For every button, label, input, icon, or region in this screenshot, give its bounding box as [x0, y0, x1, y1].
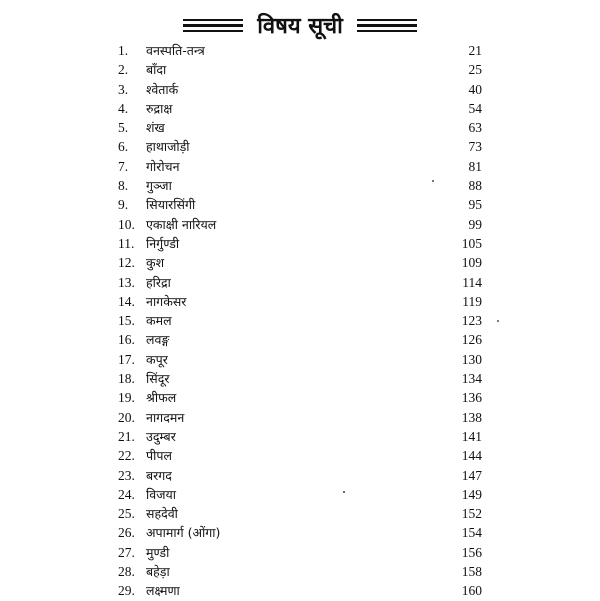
toc-entry-title: बहेड़ा	[146, 564, 170, 580]
toc-entry	[0, 137, 600, 156]
toc-entry-page: 88	[468, 178, 482, 194]
toc-entry	[0, 369, 600, 388]
toc-entry	[0, 80, 600, 99]
toc-entry-page: 123	[461, 313, 482, 329]
toc-entry-title: श्वेतार्क	[146, 81, 179, 97]
toc-entry-number: 11.	[118, 235, 135, 251]
toc-entry-title: सियारसिंगी	[146, 197, 196, 213]
toc-entry-title: पीपल	[146, 448, 172, 464]
toc-entry	[0, 292, 600, 311]
toc-entry-title: श्रीफल	[146, 390, 177, 406]
toc-entry-title: हरिद्रा	[146, 274, 171, 290]
toc-entry-page: 119	[462, 293, 482, 309]
toc-entry-title: शंख	[146, 120, 165, 136]
toc-entry-page: 105	[461, 235, 482, 251]
toc-entry-title: कुश	[146, 255, 165, 271]
toc-entry-number: 9.	[118, 197, 129, 213]
toc-entry-page: 160	[461, 583, 482, 599]
toc-entry-page: 147	[461, 467, 482, 483]
heading-rule-right	[357, 19, 417, 32]
toc-entry-page: 40	[468, 81, 482, 97]
toc-entry-number: 18.	[118, 371, 135, 387]
toc-entry-page: 141	[461, 428, 482, 444]
toc-entry-page: 130	[461, 351, 482, 367]
toc-entry-number: 10.	[118, 216, 135, 232]
toc-entry-title: बरगद	[146, 467, 172, 483]
print-speck	[343, 491, 345, 493]
toc-entry	[0, 234, 600, 253]
toc-entry-title: गोरोचन	[146, 158, 180, 174]
toc-entry-page: 99	[468, 216, 482, 232]
toc-entry	[0, 215, 600, 234]
toc-entry-title: अपामार्ग (ओंगा)	[146, 525, 221, 541]
toc-entry-title: मुण्डी	[146, 544, 170, 560]
toc-entry-page: 136	[461, 390, 482, 406]
print-speck	[497, 320, 499, 322]
toc-entry-page: 144	[461, 448, 482, 464]
toc-entry-number: 5.	[118, 120, 129, 136]
toc-entry-page: 25	[468, 62, 482, 78]
toc-entry-number: 13.	[118, 274, 135, 290]
toc-entry	[0, 176, 600, 195]
toc-entry-title: सिंदूर	[146, 371, 170, 387]
toc-entry	[0, 330, 600, 349]
toc-entry-page: 81	[468, 158, 482, 174]
toc-entry-title: लवङ्ग	[146, 332, 170, 348]
toc-entry-number: 19.	[118, 390, 135, 406]
toc-entry-title: रुद्राक्ष	[146, 100, 173, 116]
toc-entry	[0, 523, 600, 542]
toc-entry	[0, 466, 600, 485]
toc-entry-title: गुञ्जा	[146, 178, 172, 194]
toc-entry-title: कपूर	[146, 351, 168, 367]
toc-entry-page: 156	[461, 544, 482, 560]
toc-entry	[0, 388, 600, 407]
toc-entry-number: 3.	[118, 81, 129, 97]
toc-entry-title: सहदेवी	[146, 506, 178, 522]
toc-entry-page: 95	[468, 197, 482, 213]
toc-entry-page: 154	[461, 525, 482, 541]
toc-entry-number: 26.	[118, 525, 135, 541]
toc-entry-title: बाँदा	[146, 62, 167, 78]
toc-entry-page: 134	[461, 371, 482, 387]
toc-entry-number: 20.	[118, 409, 135, 425]
toc-entry-title: वनस्पति-तन्त्र	[146, 43, 205, 58]
toc-entry-number: 6.	[118, 139, 129, 155]
toc-entry-page: 109	[461, 255, 482, 271]
toc-entry	[0, 60, 600, 79]
toc-entry-title: लक्ष्मणा	[146, 583, 180, 599]
toc-entry-number: 25.	[118, 506, 135, 522]
toc-entry	[0, 253, 600, 272]
toc-entry-page: 158	[461, 564, 482, 580]
toc-entry-page: 152	[461, 506, 482, 522]
toc-entry	[0, 485, 600, 504]
toc-entry	[0, 543, 600, 562]
toc-list	[0, 41, 600, 601]
toc-entry	[0, 581, 600, 600]
toc-entry	[0, 118, 600, 137]
heading-rule-line	[183, 30, 243, 32]
toc-entry	[0, 427, 600, 446]
toc-entry-number: 7.	[118, 158, 129, 174]
toc-entry	[0, 99, 600, 118]
toc-entry	[0, 41, 600, 60]
heading-rule-line	[183, 19, 243, 21]
toc-entry-page: 149	[461, 486, 482, 502]
toc-entry	[0, 562, 600, 581]
toc-entry-number: 4.	[118, 100, 129, 116]
toc-entry-title: निर्गुण्डी	[146, 235, 180, 251]
toc-entry	[0, 311, 600, 330]
toc-entry-number: 21.	[118, 428, 135, 444]
toc-entry-title: एकाक्षी नारियल	[146, 216, 217, 232]
toc-entry-page: 73	[468, 139, 482, 155]
toc-entry-number: 17.	[118, 351, 135, 367]
toc-entry	[0, 350, 600, 369]
heading-rule-line	[357, 19, 417, 21]
toc-entry	[0, 273, 600, 292]
toc-entry-number: 27.	[118, 544, 135, 560]
toc-entry	[0, 157, 600, 176]
toc-entry	[0, 408, 600, 427]
heading-rule-line	[183, 24, 243, 27]
toc-entry-number: 28.	[118, 564, 135, 580]
page-title: विषय सूची	[257, 14, 343, 39]
toc-entry-number: 2.	[118, 62, 129, 78]
toc-entry-page: 63	[468, 120, 482, 136]
toc-entry-number: 14.	[118, 293, 135, 309]
print-speck	[432, 180, 434, 182]
toc-entry	[0, 195, 600, 214]
toc-entry-page: 126	[461, 332, 482, 348]
toc-entry-title: हाथाजोड़ी	[146, 139, 190, 155]
toc-entry-page: 114	[462, 274, 482, 290]
toc-entry-page: 21	[468, 43, 482, 58]
toc-entry-title: उदुम्बर	[146, 428, 176, 444]
toc-entry-number: 8.	[118, 178, 129, 194]
toc-entry-title: विजया	[146, 486, 176, 502]
toc-entry-title: कमल	[146, 313, 172, 329]
toc-entry-number: 16.	[118, 332, 135, 348]
heading-rule-line	[357, 30, 417, 32]
toc-entry-number: 15.	[118, 313, 135, 329]
toc-entry-title: नागदमन	[146, 409, 185, 425]
toc-entry-page: 138	[461, 409, 482, 425]
heading-rule-left	[183, 19, 243, 32]
toc-entry-number: 22.	[118, 448, 135, 464]
toc-entry-number: 12.	[118, 255, 135, 271]
toc-entry-title: नागकेसर	[146, 293, 187, 309]
heading-rule-line	[357, 24, 417, 27]
toc-entry-number: 23.	[118, 467, 135, 483]
toc-entry-number: 29.	[118, 583, 135, 599]
toc-entry	[0, 446, 600, 465]
toc-entry	[0, 504, 600, 523]
toc-heading	[0, 10, 600, 40]
toc-entry-page: 54	[468, 100, 482, 116]
toc-entry-number: 1.	[118, 43, 129, 58]
toc-entry-number: 24.	[118, 486, 135, 502]
